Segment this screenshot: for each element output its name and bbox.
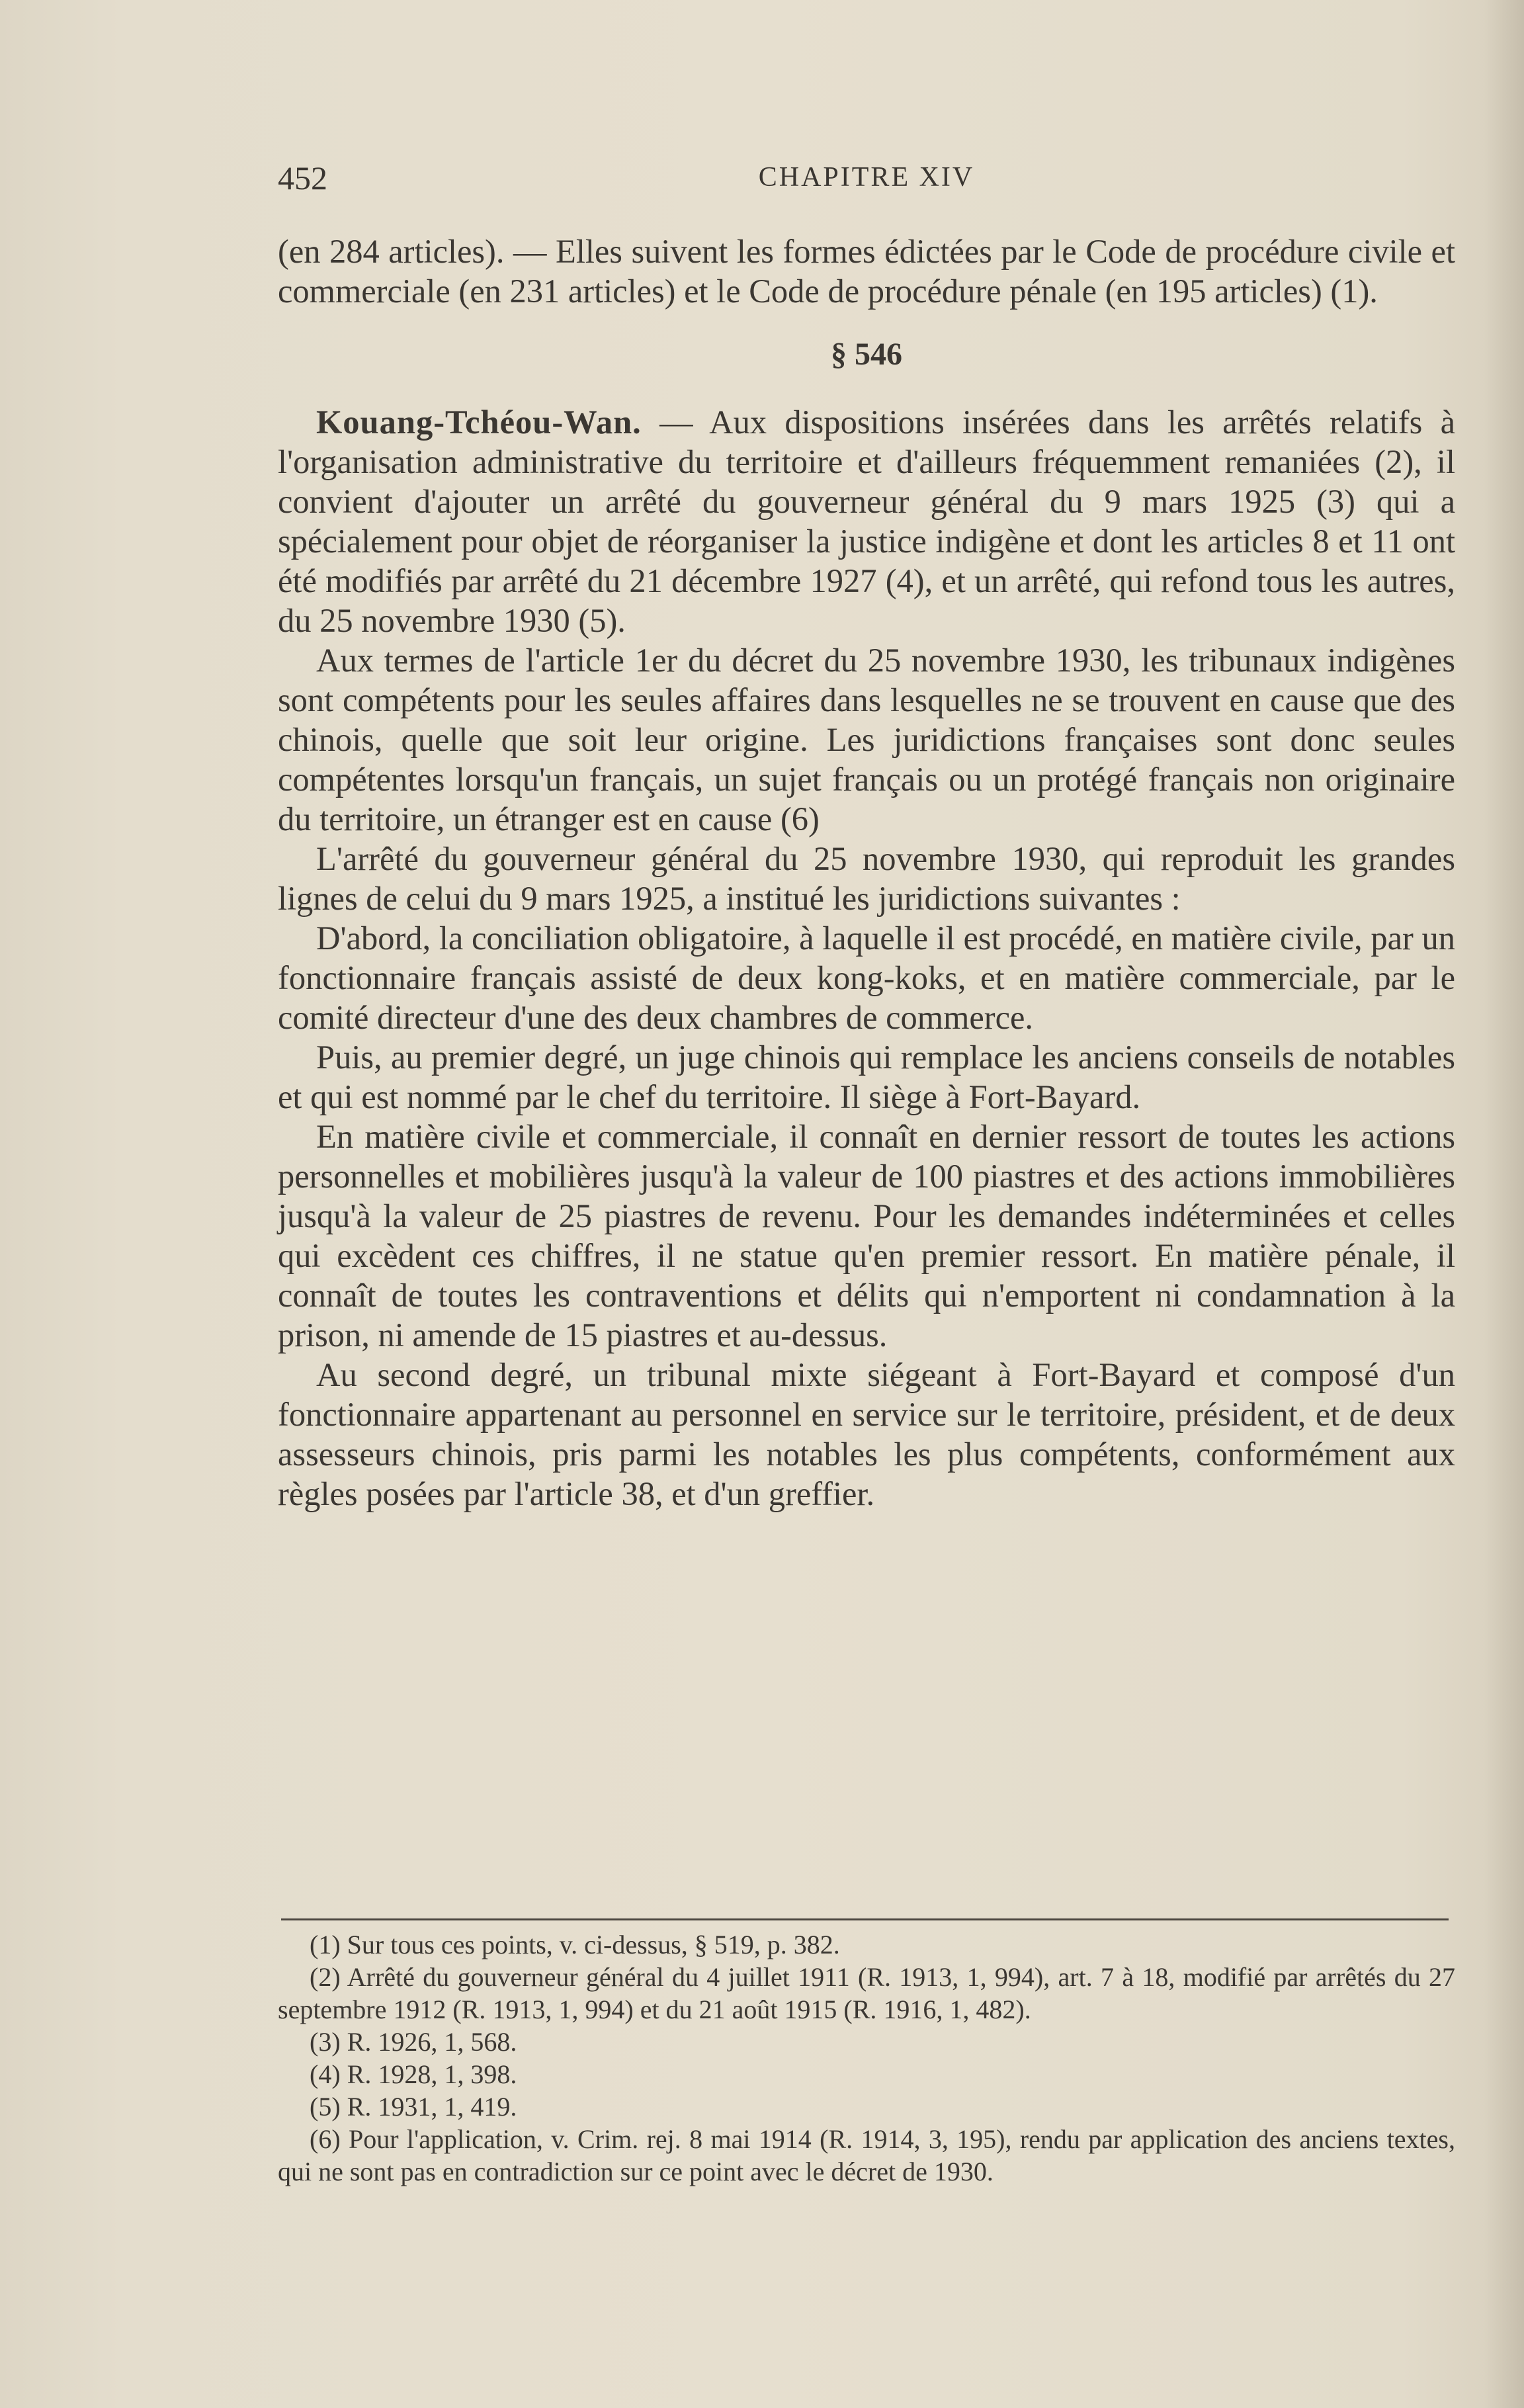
chapter-title: CHAPITRE XIV [758,162,975,193]
footnote: (6) Pour l'application, v. Crim. rej. 8 mai 1914 (R. 1914, 3, 195), rendu par application des anciens textes, qui ne sont pas en contradiction sur ce point avec le décret de 1930. [278,2124,1455,2186]
footnote-divider [281,1918,1449,1920]
running-header [278,159,1455,198]
paragraph-text: — Aux dispositions insérées dans les arrêtés relatifs à l'organisation administrative du territoire et d'ailleurs fréquemment remaniées (2), il convient d'ajouter un arrêté du gouverneur général du 9 mars 1925 (3) qui a spécialement pour objet de réorganiser la justice indigène et dont les articles 8 et 11 ont été modifiés par arrêté du 21 décembre 1927 (4), et un arrêté, qui refond tous les autres, du 25 novembre 1930 (5). [278,404,1455,639]
footnote: (1) Sur tous ces points, v. ci-dessus, § 519, p. 382. [310,1930,840,1959]
paragraph: D'abord, la conciliation obligatoire, à laquelle il est procédé, en matière civile, par un fonctionnaire français assisté de deux kong-koks, et en matière commerciale, par le comité directeur d'une des deux chambres de commerce. [278,920,1455,1036]
footnotes [278,1928,1455,2188]
page-number: 452 [278,159,327,196]
paragraph: Aux termes de l'article 1er du décret du 25 novembre 1930, les tribunaux indigènes sont compétents pour les seules affaires dans lesquelles ne se trouvent en cause que des chinois, quelle que soit leur origine. Les juridictions françaises sont donc seules compétentes lorsqu'un français, un sujet français ou un protégé français non originaire du territoire, un étranger est en cause (6) [278,642,1455,838]
paragraph: L'arrêté du gouverneur général du 25 novembre 1930, qui reproduit les grandes lignes de celui du 9 mars 1925, a institué les juridictions suivantes : [278,840,1455,917]
paragraph [278,402,1455,640]
paragraph: En matière civile et commerciale, il connaît en dernier ressort de toutes les actions personnelles et mobilières jusqu'à la valeur de 100 piastres et des actions immobilières jusqu'à la valeur de 25 piastres de revenu. Pour les demandes indéterminées et celles qui excèdent ces chiffres, il ne statue qu'en premier ressort. En matière pénale, il connaît de toutes les contraventions et délits qui n'emportent ni condamnation à la prison, ni amende de 15 piastres et au-dessus. [278,1118,1455,1354]
paragraph: Puis, au premier degré, un juge chinois qui remplace les anciens conseils de notables et qui est nommé par le chef du territoire. Il siège à Fort-Bayard. [278,1039,1455,1115]
footnote: (2) Arrêté du gouverneur général du 4 juillet 1911 (R. 1913, 1, 994), art. 7 à 18, modifié par arrêtés du 27 septembre 1912 (R. 1913, 1, 994) et du 21 août 1915 (R. 1916, 1, 482). [278,1962,1455,2024]
footnote: (5) R. 1931, 1, 419. [310,2092,517,2122]
paragraph: Au second degré, un tribunal mixte siégeant à Fort-Bayard et composé d'un fonctionnaire appartenant au personnel en service sur le territoire, président, et de deux assesseurs chinois, pris parmi les notables les plus compétents, conformément aux règles posées par l'article 38, et d'un greffier. [278,1356,1455,1512]
footnote: (3) R. 1926, 1, 568. [310,2027,517,2057]
page-edge-shadow [1484,0,1524,2408]
paragraph: (en 284 articles). — Elles suivent les formes édictées par le Code de procédure civile et commerciale (en 231 articles) et le Code de procédure pénale (en 195 articles) (1). [278,233,1455,310]
main-text [278,232,1455,1514]
section-heading: § 546 [831,337,902,372]
paragraph-lead-title: Kouang-Tchéou-Wan. [316,404,642,441]
footnote: (4) R. 1928, 1, 398. [310,2059,517,2089]
